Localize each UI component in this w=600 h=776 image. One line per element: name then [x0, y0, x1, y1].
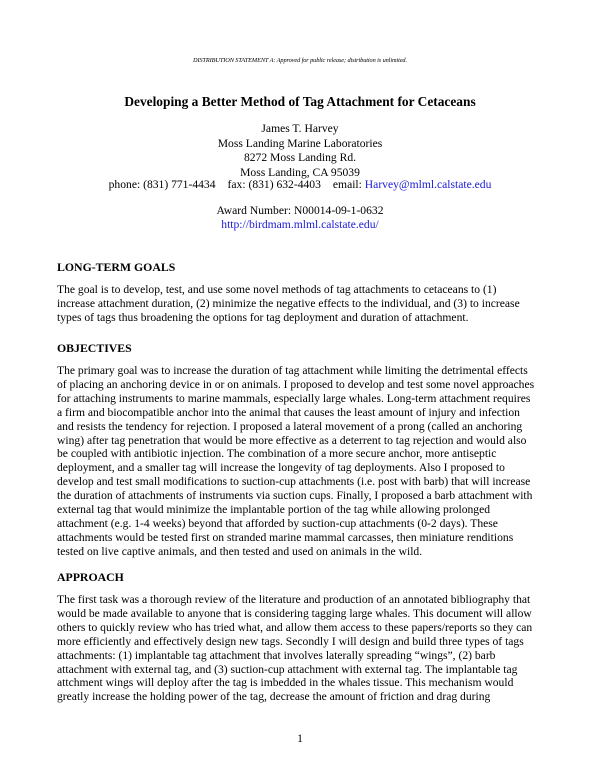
section-body-long-term-goals: [57, 283, 545, 325]
text-line: would be made available to anyone that is considering tagging large whales. This document will allow: [57, 606, 532, 620]
author-name: James T. Harvey: [261, 122, 339, 135]
text-line: attachments would be tested first on stranded marine mammal carcasses, then miniature renditions: [57, 530, 514, 544]
author-city: Moss Landing, CA 95039: [240, 165, 360, 179]
contact-line: [0, 178, 600, 191]
fax: fax: (831) 632-4403: [227, 178, 321, 191]
text-line: of placing an anchoring device in or on animals. I proposed to develop and test some novel approaches: [57, 377, 535, 391]
text-line: The goal is to develop, test, and use some novel methods of tag attachments to cetaceans to (1): [57, 283, 497, 296]
website-link[interactable]: http://birdmam.mlml.calstate.edu/: [221, 218, 379, 231]
text-line: develop and test small modifications to suction-cup attachments (i.e. post with barb) that will increase: [57, 475, 531, 489]
distribution-statement: DISTRIBUTION STATEMENT A: Approved for public release; distribution is unlimited.: [193, 57, 407, 64]
text-line: increase attachment duration, (2) minimize the negative effects to the individual, and (3) to increase: [57, 296, 520, 310]
text-line: the duration of attachments of instruments via suction cups. Finally, I proposed a barb attachment with: [57, 489, 533, 503]
text-line: more efficiently and effectively design new tags. Secondly I will design and build three types of tags: [57, 634, 524, 648]
text-line: attchment wings will deploy after the tag is imbedded in the whales tissue. This mechanism would: [57, 676, 514, 690]
author-organization: Moss Landing Marine Laboratories: [217, 136, 383, 150]
text-line: for attaching instruments to marine mammals, especially large whales. Long-term attachment requires: [57, 391, 531, 405]
text-line: greatly increase the holding power of the tag, decrease the amount of friction and drag during: [57, 690, 491, 704]
text-line: be coupled with antibiotic injection. The combination of a more secure anchor, more antiseptic: [57, 447, 497, 461]
text-line: The first task was a thorough review of the literature and production of an annotated bibliography that: [57, 593, 531, 606]
text-line: types of tags thus broadening the options for tag deployment and duration of attachment.: [57, 310, 469, 324]
text-line: and resists the tendency for rejection. I proposed a lateral movement of a prong (called an anchoring: [57, 419, 523, 433]
email-link[interactable]: Harvey@mlml.calstate.edu: [364, 178, 492, 191]
section-heading-approach: APPROACH: [57, 570, 124, 584]
email-label: email:: [332, 178, 362, 191]
section-heading-long-term-goals: LONG-TERM GOALS: [57, 260, 176, 274]
award-number: Award Number: N00014-09-1-0632: [216, 204, 384, 217]
text-line: external tag that would minimize the implantable portion of the tag while allowing prolonged: [57, 503, 491, 517]
phone: phone: (831) 771-4434: [108, 178, 216, 191]
section-body-objectives: [57, 364, 545, 559]
text-line: attachment (e.g. 1-4 weeks) beyond that afforded by suction-cup attachments (0-2 days). These: [57, 516, 498, 530]
section-heading-objectives: OBJECTIVES: [57, 341, 132, 355]
text-line: The primary goal was to increase the duration of tag attachment while limiting the detrimental effects: [57, 364, 528, 377]
text-line: deployment, and a smaller tag will increase the longevity of tag deployments. Also I proposed to: [57, 461, 505, 475]
document-title: Developing a Better Method of Tag Attachment for Cetaceans: [124, 94, 476, 109]
section-body-approach: [57, 593, 545, 704]
text-line: a firm and biocompatible anchor into the animal that causes the least amount of injury and infection: [57, 405, 520, 419]
award-block: [0, 204, 600, 232]
author-block: [0, 122, 600, 180]
text-line: attachment with external tag, and (3) suction-cup attachment with external tag. The implantable tag: [57, 662, 518, 676]
page-number: 1: [297, 732, 303, 745]
text-line: tested on live captive animals, and then tested and used on animals in the wild.: [57, 544, 423, 558]
author-street: 8272 Moss Landing Rd.: [243, 151, 357, 164]
text-line: others to quickly review who has tried what, and allow them access to these papers/reports so they can: [57, 620, 533, 634]
text-line: attachments: (1) implantable tag attachment that involves laterally spreading “wings”, (2) barb: [57, 648, 496, 662]
text-line: wing) after tag penetration that would be more effective as a deterrent to tag rejection and would also: [57, 433, 527, 447]
